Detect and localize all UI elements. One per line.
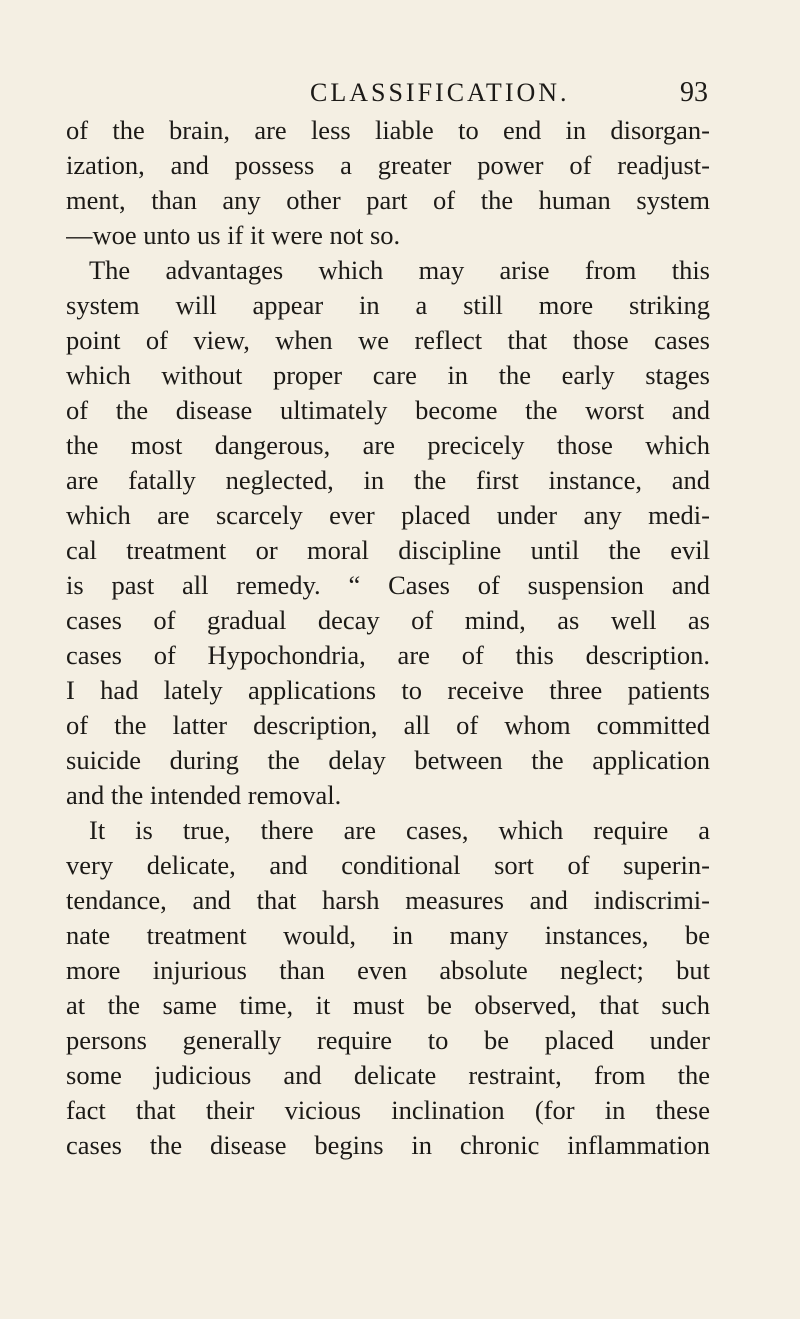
paragraph-start-line: It is true, there are cases, which require a bbox=[89, 815, 710, 845]
text-line: suicide during the delay between the application bbox=[66, 745, 710, 775]
text-line: persons generally require to be placed under bbox=[66, 1025, 710, 1055]
text-line: very delicate, and conditional sort of superin- bbox=[66, 850, 710, 880]
text-line: cal treatment or moral discipline until the evil bbox=[66, 535, 710, 565]
text-line: are fatally neglected, in the first instance, and bbox=[66, 465, 710, 495]
text-line: I had lately applications to receive three patients bbox=[66, 675, 710, 705]
paragraph-end-line: and the intended removal. bbox=[66, 780, 342, 810]
text-line: ization, and possess a greater power of readjust- bbox=[66, 150, 710, 180]
text-line: tendance, and that harsh measures and indiscrimi- bbox=[66, 885, 710, 915]
paragraph-end-line: —woe unto us if it were not so. bbox=[66, 220, 401, 250]
text-line: cases the disease begins in chronic inflammation bbox=[66, 1130, 710, 1160]
running-head bbox=[66, 76, 708, 110]
text-line: of the latter description, all of whom committed bbox=[66, 710, 710, 740]
running-head-title: CLASSIFICATION. bbox=[310, 78, 570, 107]
text-line: is past all remedy. “ Cases of suspension and bbox=[66, 570, 710, 600]
body-text bbox=[66, 113, 710, 1163]
text-line: cases of Hypochondria, are of this description. bbox=[66, 640, 710, 670]
paragraph-start-line: The advantages which may arise from this bbox=[89, 255, 710, 285]
text-line: of the disease ultimately become the worst and bbox=[66, 395, 710, 425]
page-number: 93 bbox=[680, 77, 708, 108]
text-line: at the same time, it must be observed, that such bbox=[66, 990, 710, 1020]
text-line: cases of gradual decay of mind, as well as bbox=[66, 605, 710, 635]
text-line: point of view, when we reflect that those cases bbox=[66, 325, 710, 355]
text-line: which are scarcely ever placed under any medi- bbox=[66, 500, 710, 530]
text-line: more injurious than even absolute neglect; but bbox=[66, 955, 710, 985]
text-line: nate treatment would, in many instances, be bbox=[66, 920, 710, 950]
text-line: which without proper care in the early stages bbox=[66, 360, 710, 390]
text-line: fact that their vicious inclination (for in these bbox=[66, 1095, 710, 1125]
text-line: of the brain, are less liable to end in disorgan- bbox=[66, 115, 710, 145]
text-line: system will appear in a still more striking bbox=[66, 290, 710, 320]
text-line: ment, than any other part of the human system bbox=[66, 185, 710, 215]
text-line: some judicious and delicate restraint, from the bbox=[66, 1060, 710, 1090]
text-line: the most dangerous, are precicely those which bbox=[66, 430, 710, 460]
